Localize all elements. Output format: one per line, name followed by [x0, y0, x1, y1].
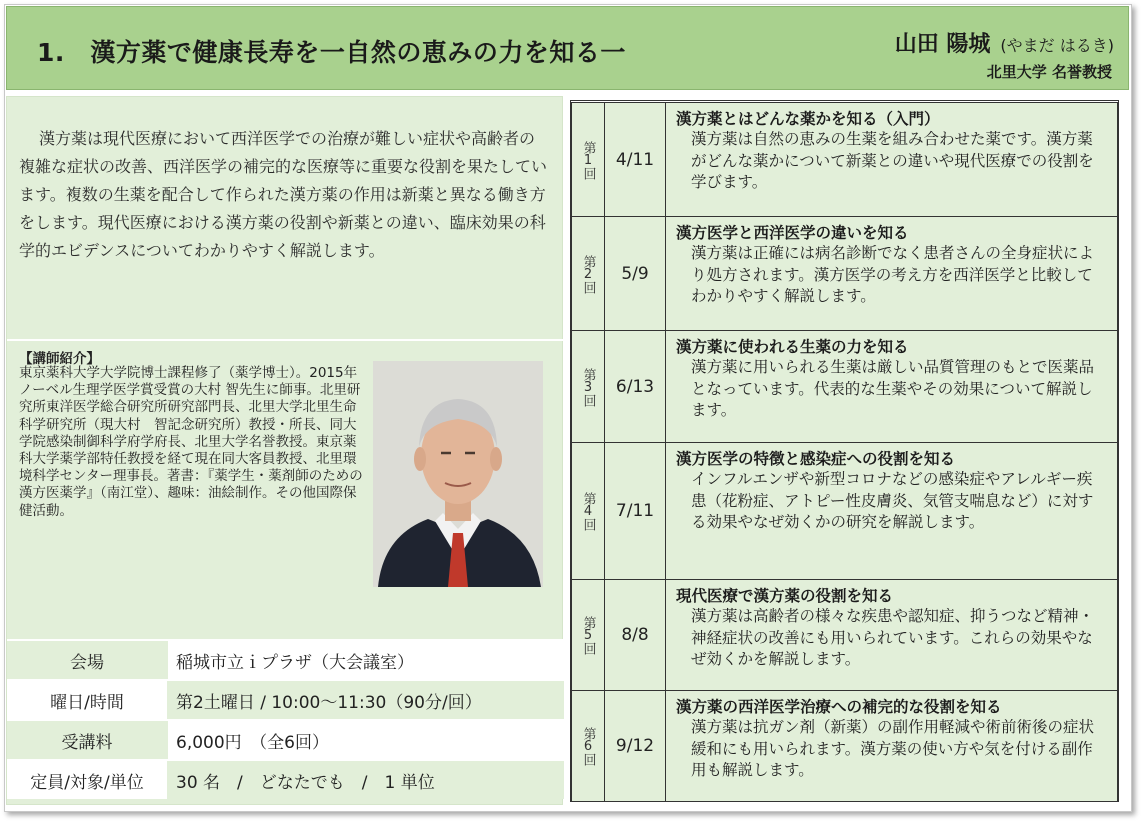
- session-date: 6/13: [605, 331, 666, 442]
- session-content: [676, 223, 1107, 308]
- session-description: 漢方薬に用いられる生薬は厳しい品質管理のもとで医薬品となっています。代表的な生薬やその効果について解説します。: [691, 358, 1095, 419]
- lecturer-intro-text: 東京薬科大学大学院博士課程修了（薬学博士）。2015年ノーベル生理学医学賞受賞の大村 智先生に師事。北里研究所東洋医学総合研究所研究部門長、北里大学北里生命科学研究所（現大村 智記念研究所）教授・所長、同大学院感染制御科学府学府長、北里大学名誉教授。東京薬科大学薬学部特任教授を経て現在同大客員教授、北里環境科学センター理事長。著書：『薬学生・薬剤師のための漢方医薬学』（南江堂）、趣味：油絵制作。その他国際保健活動。: [19, 365, 363, 519]
- left-panel: [6, 96, 563, 805]
- session-title: 漢方薬の西洋医学治療への補完的な役割を知る: [676, 698, 1002, 716]
- course-title: 1. 漢方薬で健康長寿を一自然の恵みの力を知る一: [37, 38, 626, 67]
- session-content: [676, 109, 1107, 194]
- session-description: インフルエンザや新型コロナなどの感染症やアレルギー疾患（花粉症、アトピー性皮膚炎、気管支喘息など）に対する効果やなぜ効くかの研究を解説します。: [691, 470, 1094, 531]
- session-number: 第4回: [572, 443, 605, 579]
- session-date: 7/11: [605, 443, 666, 579]
- session-row: [572, 580, 1117, 691]
- session-description: 漢方薬は自然の恵みの生薬を組み合わせた薬です。漢方薬がどんな薬かについて新薬との違いや現代医療での役割を学びます。: [691, 130, 1094, 191]
- header-banner: [6, 6, 1129, 90]
- info-label: 定員/対象/単位: [7, 761, 167, 799]
- session-number: 第5回: [572, 580, 605, 690]
- info-value: 6,000円 （全6回）: [167, 721, 564, 759]
- session-content: [676, 449, 1107, 534]
- session-description: 漢方薬は正確には病名診断でなく患者さんの全身症状により処方されます。漢方医学の考え方を西洋医学と比較してわかりやすく解説します。: [691, 244, 1095, 305]
- info-value: 稲城市立ｉプラザ（大会議室）: [167, 641, 564, 679]
- course-description: [19, 125, 549, 265]
- lecturer-photo: [373, 361, 543, 587]
- info-row-capacity: [7, 759, 564, 799]
- session-number: 第2回: [572, 217, 605, 330]
- lecturer-name-line: [895, 27, 1114, 58]
- course-info-table: [7, 639, 564, 799]
- session-date: 5/9: [605, 217, 666, 330]
- session-row: [572, 331, 1117, 443]
- info-label: 曜日/時間: [7, 681, 167, 719]
- session-number: 第1回: [572, 103, 605, 216]
- lecturer-name: 山田 陽城: [894, 32, 991, 57]
- session-title: 漢方医学と西洋医学の違いを知る: [676, 224, 909, 242]
- info-value: 第2土曜日 / 10:00～11:30（90分/回）: [167, 681, 564, 719]
- session-content: [676, 337, 1107, 422]
- session-content: [676, 697, 1107, 782]
- session-title: 漢方医学の特徴と感染症への役割を知る: [676, 450, 956, 468]
- session-title: 現代医療で漢方薬の役割を知る: [676, 587, 894, 605]
- lecturer-intro-heading: 【講師紹介】: [19, 351, 100, 367]
- info-row-venue: [7, 639, 564, 679]
- session-date: 8/8: [605, 580, 666, 690]
- session-date: 4/11: [605, 103, 666, 216]
- session-number: 第3回: [572, 331, 605, 442]
- session-row: [572, 217, 1117, 331]
- lecturer-affiliation: 北里大学 名誉教授: [986, 63, 1112, 81]
- divider: [7, 339, 564, 341]
- info-row-schedule: [7, 679, 564, 719]
- course-description-text: 漢方薬は現代医療において西洋医学での治療が難しい症状や高齢者の複雑な症状の改善、西洋医学の補完的な医療等に重要な役割を果たしています。複数の生薬を配合して作られた漢方薬の作用は新薬と異なる働き方をします。現代医療における漢方薬の役割や新薬との違い、臨床効果の科学的エビデンスについてわかりやすく解説します。: [19, 129, 548, 260]
- session-row: [572, 443, 1117, 580]
- lecturer-kana: (やまだ はるき): [1000, 36, 1114, 55]
- session-number: 第6回: [572, 691, 605, 801]
- session-row: [572, 103, 1117, 217]
- info-row-fee: [7, 719, 564, 759]
- session-schedule: [570, 100, 1119, 802]
- session-content: [676, 586, 1107, 671]
- session-title: 漢方薬とはどんな薬かを知る（入門）: [676, 110, 940, 128]
- session-date: 9/12: [605, 691, 666, 801]
- info-label: 会場: [7, 641, 167, 679]
- info-value: 30 名 / どなたでも / 1 単位: [167, 761, 564, 799]
- info-label: 受講料: [7, 721, 167, 759]
- session-title: 漢方薬に使われる生薬の力を知る: [676, 338, 909, 356]
- session-description: 漢方薬は高齢者の様々な疾患や認知症、抑うつなど精神・神経症状の改善にも用いられています。これらの効果やなぜ効くかを解説します。: [691, 607, 1095, 668]
- session-row: [572, 691, 1117, 801]
- session-description: 漢方薬は抗ガン剤（新薬）の副作用軽減や術前術後の症状緩和にも用いられます。漢方薬の使い方や気を付ける副作用も解説します。: [691, 718, 1095, 779]
